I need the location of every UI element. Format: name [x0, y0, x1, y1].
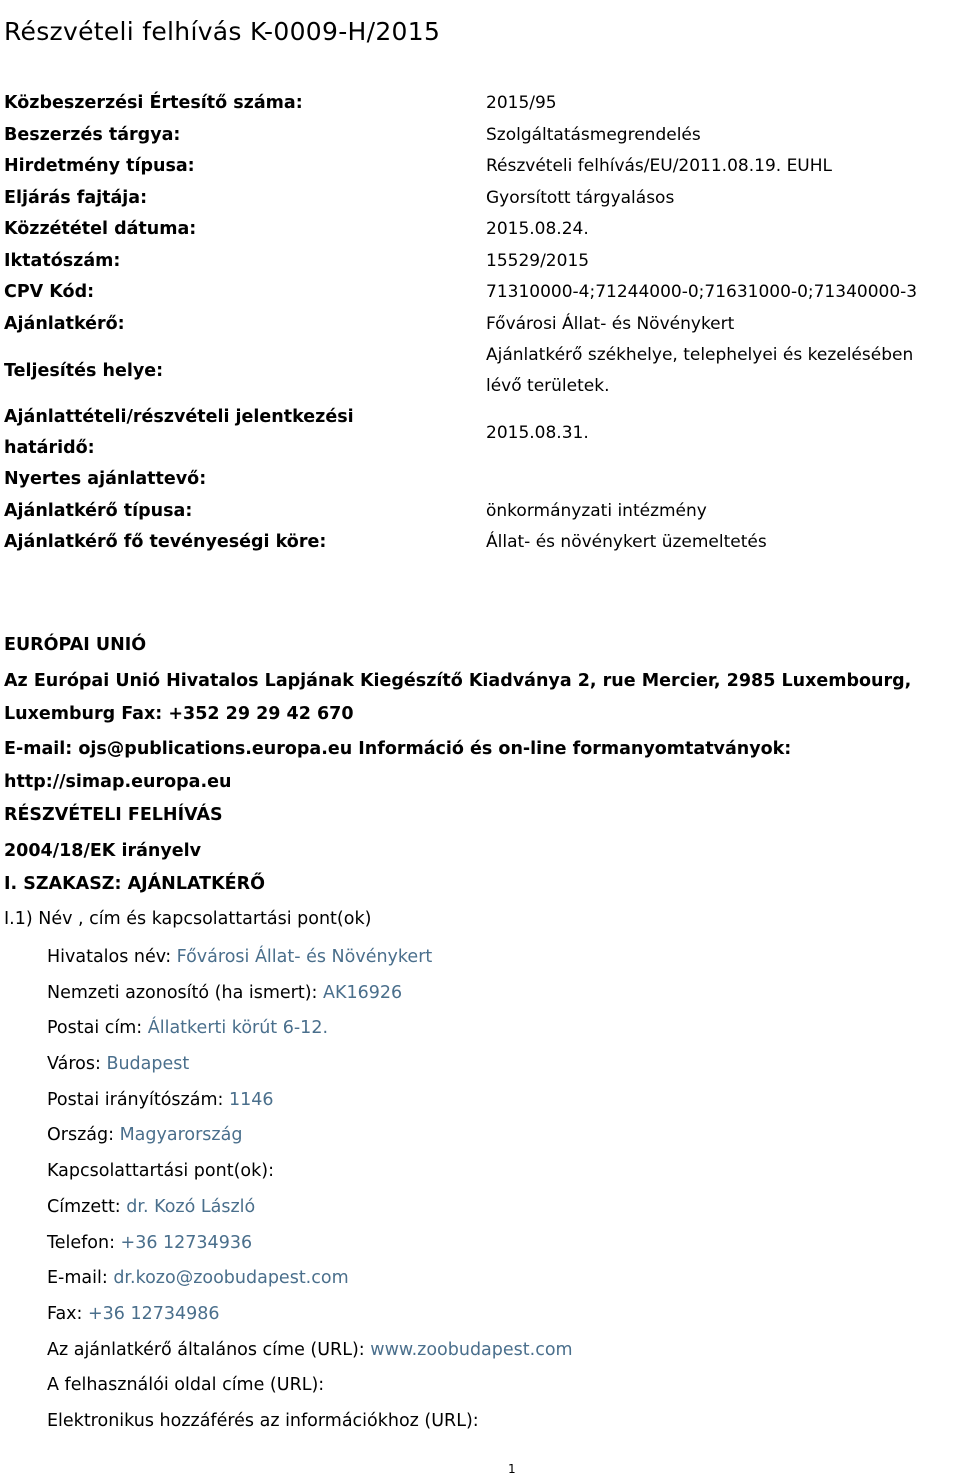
meta-value: 2015.08.31.: [486, 422, 589, 443]
eu-address-line: Luxemburg Fax: +352 29 29 42 670: [4, 704, 354, 724]
field-row: [47, 1011, 573, 1047]
meta-row: [4, 527, 960, 559]
eu-heading: EURÓPAI UNIÓ: [4, 635, 147, 655]
meta-label: Teljesítés helye:: [4, 360, 164, 381]
field-label: Város:: [47, 1054, 107, 1075]
field-row: [47, 976, 573, 1012]
meta-label: Eljárás fajtája:: [4, 187, 148, 208]
field-label: E-mail:: [47, 1268, 114, 1289]
field-row: [47, 940, 573, 976]
field-label: Címzett:: [47, 1196, 127, 1217]
eu-email-line: http://simap.europa.eu: [4, 772, 232, 792]
meta-value-line: lévő területek.: [486, 376, 610, 396]
meta-label: [4, 402, 486, 464]
meta-row: [4, 183, 960, 215]
meta-label: Ajánlatkérő fő tevényeségi köre:: [4, 532, 327, 552]
field-value: Fővárosi Állat- és Növénykert: [176, 947, 433, 967]
meta-label: CPV Kód:: [4, 282, 95, 302]
meta-value: 15529/2015: [486, 250, 590, 271]
field-row: [47, 1333, 573, 1369]
section-heading: I. SZAKASZ: AJÁNLATKÉRŐ: [4, 874, 265, 894]
field-label: Ország:: [47, 1125, 120, 1146]
meta-value: Szolgáltatásmegrendelés: [486, 124, 701, 145]
meta-value: önkormányzati intézmény: [486, 500, 707, 521]
field-row: [47, 1083, 573, 1119]
field-value: 1146: [228, 1089, 274, 1110]
meta-label: Ajánlatkérő típusa:: [4, 500, 193, 521]
field-row: [47, 1226, 573, 1262]
field-label: Hivatalos név:: [47, 947, 177, 967]
meta-row: [4, 277, 960, 309]
meta-value-line: Ajánlatkérő székhelye, telephelyei és kezelésében: [486, 345, 914, 365]
meta-row: [4, 496, 960, 528]
field-label: Az ajánlatkérő általános címe (URL):: [47, 1339, 371, 1360]
contact-fields: [47, 940, 573, 1440]
field-row: [47, 1047, 573, 1083]
meta-label: Közbeszerzési Értesítő száma:: [4, 93, 303, 113]
field-value: Magyarország: [119, 1125, 243, 1146]
page-number: 1: [508, 1462, 516, 1476]
meta-value: Gyorsított tárgyalásos: [486, 187, 675, 208]
email-link[interactable]: dr.kozo@zoobudapest.com: [113, 1268, 349, 1289]
notice-metadata-table: [4, 88, 960, 559]
meta-value: Állat- és növénykert üzemeltetés: [486, 532, 767, 552]
field-label: Elektronikus hozzáférés az információkhoz (URL):: [47, 1410, 479, 1431]
directive-label: 2004/18/EK irányelv: [4, 841, 202, 861]
meta-row: [4, 151, 960, 183]
field-row: [47, 1261, 573, 1297]
field-row: [47, 1154, 573, 1190]
field-label: Fax:: [47, 1303, 88, 1324]
meta-label: Hirdetmény típusa:: [4, 156, 195, 176]
field-value: dr. Kozó László: [126, 1196, 256, 1217]
field-value: Budapest: [106, 1054, 190, 1075]
eu-address-line: Az Európai Unió Hivatalos Lapjának Kiegészítő Kiadványa 2, rue Mercier, 2985 Luxembourg,: [4, 671, 912, 691]
eu-section: [4, 629, 954, 936]
meta-row: [4, 214, 960, 246]
notice-title: RÉSZVÉTELI FELHÍVÁS: [4, 805, 223, 825]
field-label: Telefon:: [47, 1232, 121, 1253]
meta-value: 2015.08.24.: [486, 219, 589, 239]
meta-value: [486, 340, 913, 402]
meta-value: 2015/95: [486, 93, 557, 113]
field-row: [47, 1368, 573, 1404]
document-title: Részvételi felhívás K-0009-H/2015: [4, 16, 441, 46]
field-label: Postai cím:: [47, 1018, 148, 1039]
field-row: [47, 1297, 573, 1333]
field-label: Nemzeti azonosító (ha ismert):: [47, 982, 324, 1003]
url-link[interactable]: www.zoobudapest.com: [370, 1339, 573, 1360]
eu-email-line: E-mail: ojs@publications.europa.eu Információ és on-line formanyomtatványok:: [4, 739, 792, 759]
meta-row: [4, 88, 960, 120]
meta-label-line: Ajánlattételi/részvételi jelentkezési: [4, 407, 354, 427]
meta-label: Ajánlatkérő:: [4, 313, 125, 334]
field-value: Állatkerti körút 6-12.: [147, 1018, 329, 1039]
meta-row: [4, 340, 960, 402]
field-value: +36 12734936: [120, 1232, 253, 1253]
field-row: [47, 1404, 573, 1440]
meta-label: Iktatószám:: [4, 250, 121, 271]
field-label: Postai irányítószám:: [47, 1089, 229, 1110]
field-row: [47, 1190, 573, 1226]
meta-value: Fővárosi Állat- és Növénykert: [486, 313, 735, 334]
meta-row: [4, 309, 960, 341]
meta-label-line: határidő:: [4, 438, 95, 458]
meta-row: [4, 246, 960, 278]
meta-value: Részvételi felhívás/EU/2011.08.19. EUHL: [486, 156, 833, 176]
field-label: A felhasználói oldal címe (URL):: [47, 1375, 325, 1396]
meta-label: Nyertes ajánlattevő:: [4, 469, 207, 489]
field-row: [47, 1118, 573, 1154]
meta-row: [4, 464, 960, 496]
meta-label: Beszerzés tárgya:: [4, 124, 181, 145]
meta-label: Közzététel dátuma:: [4, 219, 197, 239]
field-value: +36 12734986: [88, 1303, 220, 1324]
field-label: Kapcsolattartási pont(ok):: [47, 1161, 274, 1182]
subsection-heading: I.1) Név , cím és kapcsolattartási pont(ok): [4, 909, 372, 929]
meta-row: [4, 120, 960, 152]
field-value: AK16926: [323, 982, 403, 1003]
meta-row: [4, 402, 960, 464]
meta-value: 71310000-4;71244000-0;71631000-0;71340000-3: [486, 282, 918, 302]
